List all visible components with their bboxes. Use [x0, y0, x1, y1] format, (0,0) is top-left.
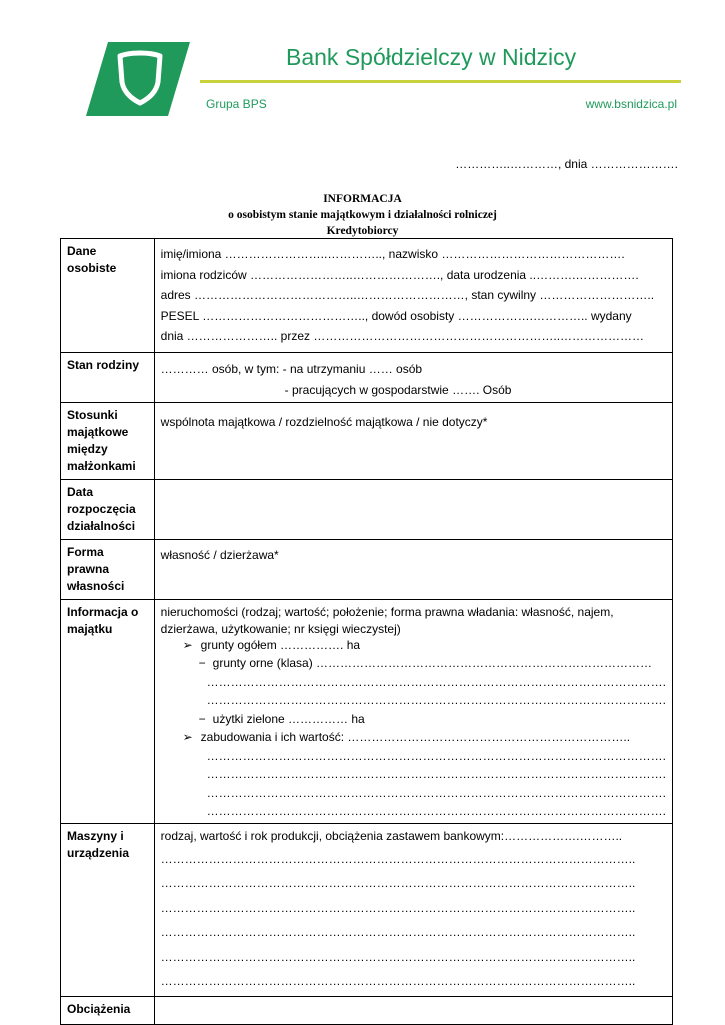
label-assets: Informacja o majątku	[61, 600, 155, 824]
title-subtitle: o osobistym stanie majątkowym i działalności rolniczej	[228, 209, 497, 221]
title-main: INFORMACJA	[323, 193, 402, 205]
label-burdens: Obciążenia	[61, 996, 155, 1024]
assets-dots-line[interactable]: …………………………………………………………………………………………………….	[206, 748, 666, 763]
row-marital	[61, 403, 673, 480]
assets-arable-land[interactable]	[161, 654, 666, 673]
assets-arable-text: grunty orne (klasa) …………………………………………………………………………	[212, 656, 653, 670]
field-personal-data[interactable]	[154, 239, 672, 353]
assets-dots-line[interactable]: …………………………………………………………………………………………………….	[206, 767, 666, 781]
assets-buildings-text: zabudowania i ich wartość: ……………………………………………………………..	[200, 730, 631, 744]
machines-dots-line[interactable]: ………………………………………………………………………………………………………..	[160, 900, 636, 915]
label-family: Stan rodziny	[61, 353, 155, 403]
bank-logo	[86, 42, 190, 116]
label-personal-data: Dane osobiste	[61, 239, 155, 353]
machines-dots-line[interactable]: ………………………………………………………………………………………………………..	[160, 925, 636, 939]
assets-total-land[interactable]	[161, 636, 666, 655]
website-link[interactable]: www.bsnidzica.pl	[585, 97, 677, 111]
machines-dots-line[interactable]: ………………………………………………………………………………………………………..	[160, 974, 636, 988]
field-assets[interactable]	[154, 600, 672, 824]
personal-line-issued[interactable]: dnia ………………….. przez ……………………………………………………..…………………	[160, 329, 645, 343]
assets-intro-2: dzierżawa, użytkowanie; nr księgi wieczystej)	[160, 621, 401, 636]
assets-intro-1: nieruchomości (rodzaj; wartość; położenie; forma prawna władania: własność, najem,	[160, 605, 614, 619]
label-ownership: Forma prawna własności	[61, 540, 155, 600]
assets-meadows-text: użytki zielone …………… ha	[212, 711, 365, 726]
row-start-date	[61, 480, 673, 540]
family-line-dependants[interactable]: ………… osób, w tym: - na utrzymaniu …… osób	[160, 362, 423, 376]
header-divider	[200, 80, 681, 83]
row-assets	[61, 600, 673, 824]
personal-line-pesel[interactable]: PESEL ………………………………….., dowód osobisty ……………….………….. wydany	[160, 308, 632, 323]
label-marital: Stosunki majątkowe między małżonkami	[61, 403, 155, 480]
machines-intro: rodzaj, wartość i rok produkcji, obciążenia zastawem bankowym:……………….………..	[160, 828, 623, 843]
group-name: Grupa BPS	[206, 97, 267, 111]
family-line-working[interactable]: - pracujących w gospodarstwie ……. Osób	[284, 382, 512, 397]
machines-dots-line[interactable]: ………………………………………………………………………………………………………..	[160, 876, 636, 890]
personal-line-parents[interactable]: imiona rodziców ……………………..…………………., data urodzenia ..……….…………….	[160, 267, 639, 282]
machines-dots-line[interactable]: ………………………………………………………………………………………………………..	[160, 949, 636, 964]
assets-total-text: grunty ogółem ……………. ha	[200, 637, 361, 652]
arrow-bullet-icon: ➢	[182, 637, 193, 652]
dash-bullet-icon: −	[198, 656, 206, 670]
information-form	[60, 238, 673, 1025]
row-ownership	[61, 540, 673, 600]
personal-line-name[interactable]: imię/imiona ……………………..………….., nazwisko ……………………………………….	[160, 247, 625, 261]
assets-dots-line[interactable]: …………………………………………………………………………………………………….	[206, 674, 666, 689]
assets-dots-line[interactable]: …………………………………………………………………………………………………….	[206, 785, 666, 800]
title-borrower: Kredytobiorcy	[326, 225, 399, 237]
document-title	[0, 191, 725, 239]
bank-name: Bank Spółdzielczy w Nidzicy	[286, 44, 577, 70]
assets-meadows[interactable]	[161, 710, 666, 729]
assets-dots-line[interactable]: …………………………………………………………………………………………………….	[206, 693, 666, 707]
field-ownership[interactable]: własność / dzierżawa*	[154, 540, 672, 600]
arrow-bullet-icon: ➢	[182, 730, 193, 744]
dash-bullet-icon: −	[198, 711, 206, 726]
field-start-date[interactable]	[154, 480, 672, 540]
row-family	[61, 353, 673, 403]
machines-dots-line[interactable]: ………………………………………………………………………………………………………..	[160, 851, 636, 866]
field-marital[interactable]: wspólnota majątkowa / rozdzielność majątkowa / nie dotyczy*	[154, 403, 672, 480]
date-place-line[interactable]: …………..…………, dnia ………………….	[455, 157, 678, 171]
assets-buildings[interactable]	[161, 728, 666, 747]
label-start-date: Data rozpoczęcia działalności	[61, 480, 155, 540]
field-burdens[interactable]	[154, 996, 672, 1024]
row-machines	[61, 823, 673, 996]
personal-line-address[interactable]: adres …………………………………..………………………, stan cywilny ………………………..	[160, 288, 655, 302]
assets-dots-line[interactable]: …………………………………………………………………………………………………….	[206, 804, 666, 818]
field-family[interactable]	[154, 353, 672, 403]
row-personal-data	[61, 239, 673, 353]
field-machines[interactable]	[154, 823, 672, 996]
row-burdens	[61, 996, 673, 1024]
label-machines: Maszyny i urządzenia	[61, 823, 155, 996]
